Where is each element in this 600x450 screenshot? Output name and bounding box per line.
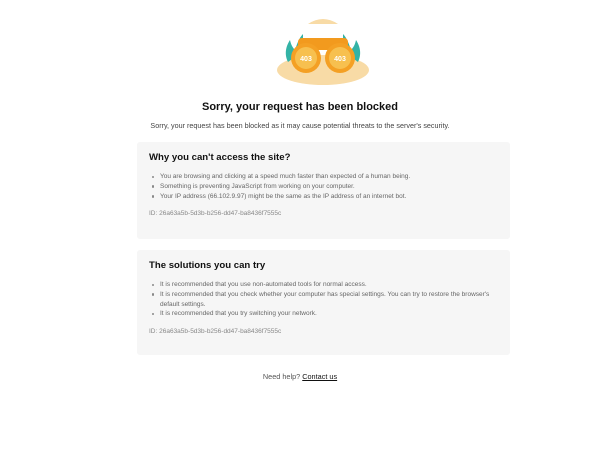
help-text: Need help? — [262, 372, 301, 381]
reasons-title: Why you can't access the site? — [149, 152, 291, 163]
help-footer — [0, 372, 600, 381]
lens-text: 403 — [334, 56, 346, 63]
reason-item: Your IP address (66.102.9.97) might be the same as the IP address of an internet bot. — [149, 192, 498, 202]
page-subtitle: Sorry, your request has been blocked as it may cause potential threats to the server's security. — [150, 121, 450, 130]
reason-item: You are browsing and clicking at a speed much faster than expected of a human being. — [149, 172, 498, 182]
reason-item: Something is preventing JavaScript from working on your computer. — [149, 182, 498, 192]
reasons-card — [137, 142, 510, 239]
request-id: ID: 26a63a5b-5d3b-b256-dd47-ba8436f7555c — [149, 328, 282, 336]
binoculars-icon — [268, 12, 378, 92]
contact-us-link[interactable]: Contact us — [302, 372, 338, 381]
page-title: Sorry, your request has been blocked — [201, 101, 399, 113]
solutions-card — [137, 250, 510, 355]
reasons-list — [149, 172, 498, 201]
solution-item: It is recommended that you check whether your computer has special settings. You can try to restore the browser's default settings. — [149, 290, 498, 310]
solutions-title: The solutions you can try — [149, 260, 266, 271]
solutions-list — [149, 280, 498, 319]
solution-item: It is recommended that you use non-automated tools for normal access. — [149, 280, 498, 290]
solution-item: It is recommended that you try switching your network. — [149, 309, 498, 319]
lens-text: 403 — [300, 56, 312, 63]
request-id: ID: 26a63a5b-5d3b-b256-dd47-ba8436f7555c — [149, 210, 282, 218]
